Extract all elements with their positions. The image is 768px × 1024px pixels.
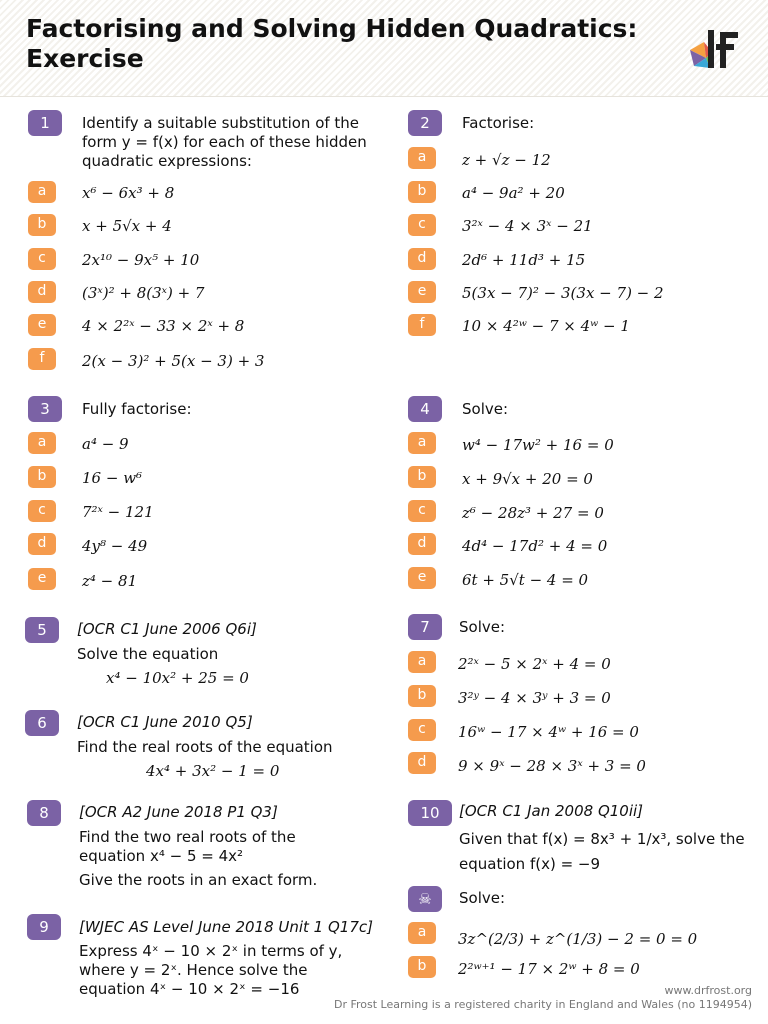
- part-label: a: [28, 432, 56, 454]
- expression: 2(x − 3)² + 5(x − 3) + 3: [82, 352, 265, 370]
- part-label: c: [28, 500, 56, 522]
- part-label: f: [28, 348, 56, 370]
- expression: 2²ˣ − 5 × 2ˣ + 4 = 0: [458, 655, 611, 673]
- question-6-text: Find the real roots of the equation: [77, 738, 333, 756]
- part-label: e: [408, 281, 436, 303]
- question-3-text: Fully factorise:: [82, 400, 192, 418]
- part-label: a: [408, 432, 436, 454]
- page-header: [0, 0, 768, 97]
- expression: 4x⁴ + 3x² − 1 = 0: [146, 762, 280, 780]
- question-number-10: 10: [408, 800, 452, 826]
- expression: 2²ʷ⁺¹ − 17 × 2ʷ + 8 = 0: [458, 960, 640, 978]
- part-label: e: [28, 314, 56, 336]
- part-label: b: [408, 466, 436, 488]
- part-label: a: [408, 922, 436, 944]
- expression: x⁶ − 6x³ + 8: [82, 184, 175, 202]
- part-label: c: [408, 500, 436, 522]
- question-number-2: 2: [408, 110, 442, 136]
- expression: 10 × 4²ʷ − 7 × 4ʷ − 1: [462, 317, 630, 335]
- expression: 2d⁶ + 11d³ + 15: [462, 251, 586, 269]
- part-label: d: [408, 533, 436, 555]
- question-10-source: [OCR C1 Jan 2008 Q10ii]: [459, 802, 644, 820]
- expression: 3²ʸ − 4 × 3ʸ + 3 = 0: [458, 689, 611, 707]
- part-label: f: [408, 314, 436, 336]
- footer-charity: Dr Frost Learning is a registered charity in England and Wales (no 1194954): [333, 998, 752, 1011]
- expression: 3z^(2/3) + z^(1/3) − 2 = 0 = 0: [458, 930, 698, 948]
- part-label: b: [408, 181, 436, 203]
- question-1-text: Identify a suitable substitution of the form y = f(x) for each of these hidden quadratic expressions:: [82, 114, 367, 170]
- part-label: e: [28, 568, 56, 590]
- svg-text:df: df: [686, 28, 687, 29]
- dr-frost-logo: [686, 28, 742, 72]
- question-number-5: 5: [25, 617, 59, 643]
- part-label: a: [408, 147, 436, 169]
- question-9-text-3: equation 4ˣ − 10 × 2ˣ = −16: [79, 980, 300, 998]
- part-label: b: [408, 956, 436, 978]
- question-10-text-2: equation f(x) = −9: [459, 855, 601, 873]
- expression: x⁴ − 10x² + 25 = 0: [106, 669, 249, 687]
- part-label: d: [28, 281, 56, 303]
- expression: 4 × 2²ˣ − 33 × 2ˣ + 8: [82, 317, 245, 335]
- question-7-text: Solve:: [459, 618, 506, 636]
- part-label: d: [408, 752, 436, 774]
- question-8-source: [OCR A2 June 2018 P1 Q3]: [79, 803, 278, 821]
- part-label: d: [408, 248, 436, 270]
- expression: a⁴ − 9: [82, 435, 129, 453]
- question-5-text: Solve the equation: [77, 645, 219, 663]
- question-6-source: [OCR C1 June 2010 Q5]: [77, 713, 253, 731]
- question-number-1: 1: [28, 110, 62, 136]
- expression: 4d⁴ − 17d² + 4 = 0: [462, 537, 608, 555]
- expression: 7²ˣ − 121: [82, 503, 154, 521]
- expression: (3ˣ)² + 8(3ˣ) + 7: [82, 284, 205, 302]
- skull-icon: ☠: [408, 886, 442, 912]
- question-skull-text: Solve:: [459, 889, 506, 907]
- expression: 2x¹⁰ − 9x⁵ + 10: [82, 251, 200, 269]
- expression: 16ʷ − 17 × 4ʷ + 16 = 0: [458, 723, 639, 741]
- expression: 5(3x − 7)² − 3(3x − 7) − 2: [462, 284, 664, 302]
- question-10-text-1: Given that f(x) = 8x³ + 1/x³, solve the: [459, 830, 745, 848]
- expression: a⁴ − 9a² + 20: [462, 184, 565, 202]
- question-number-8: 8: [27, 800, 61, 826]
- question-8-text-1: Find the two real roots of the: [79, 828, 296, 846]
- part-label: b: [28, 466, 56, 488]
- part-label: b: [408, 685, 436, 707]
- question-number-3: 3: [28, 396, 62, 422]
- expression: w⁴ − 17w² + 16 = 0: [462, 436, 614, 454]
- footer-url: www.drfrost.org: [664, 984, 752, 997]
- question-number-7: 7: [408, 614, 442, 640]
- expression: 16 − w⁶: [82, 469, 143, 487]
- question-2-text: Factorise:: [462, 114, 535, 132]
- question-number-4: 4: [408, 396, 442, 422]
- question-9-text-2: where y = 2ˣ. Hence solve the: [79, 961, 308, 979]
- question-9-text-1: Express 4ˣ − 10 × 2ˣ in terms of y,: [79, 942, 343, 960]
- expression: x + 5√x + 4: [82, 217, 172, 235]
- expression: 3²ˣ − 4 × 3ˣ − 21: [462, 217, 593, 235]
- question-9-source: [WJEC AS Level June 2018 Unit 1 Q17c]: [79, 918, 373, 936]
- question-8-text-2: equation x⁴ − 5 = 4x²: [79, 847, 244, 865]
- part-label: e: [408, 567, 436, 589]
- part-label: d: [28, 533, 56, 555]
- expression: x + 9√x + 20 = 0: [462, 470, 593, 488]
- expression: z⁴ − 81: [82, 572, 138, 590]
- expression: z + √z − 12: [462, 151, 551, 169]
- part-label: c: [28, 248, 56, 270]
- question-4-text: Solve:: [462, 400, 509, 418]
- question-8-text-3: Give the roots in an exact form.: [79, 871, 318, 889]
- part-label: a: [28, 181, 56, 203]
- part-label: c: [408, 719, 436, 741]
- part-label: c: [408, 214, 436, 236]
- expression: 4y⁸ − 49: [82, 537, 148, 555]
- question-number-9: 9: [27, 914, 61, 940]
- expression: z⁶ − 28z³ + 27 = 0: [462, 504, 604, 522]
- question-number-6: 6: [25, 710, 59, 736]
- part-label: a: [408, 651, 436, 673]
- expression: 6t + 5√t − 4 = 0: [462, 571, 589, 589]
- question-5-source: [OCR C1 June 2006 Q6i]: [77, 620, 257, 638]
- part-label: b: [28, 214, 56, 236]
- page-title: Factorising and Solving Hidden Quadratics: Exercise: [26, 14, 638, 73]
- expression: 9 × 9ˣ − 28 × 3ˣ + 3 = 0: [458, 757, 646, 775]
